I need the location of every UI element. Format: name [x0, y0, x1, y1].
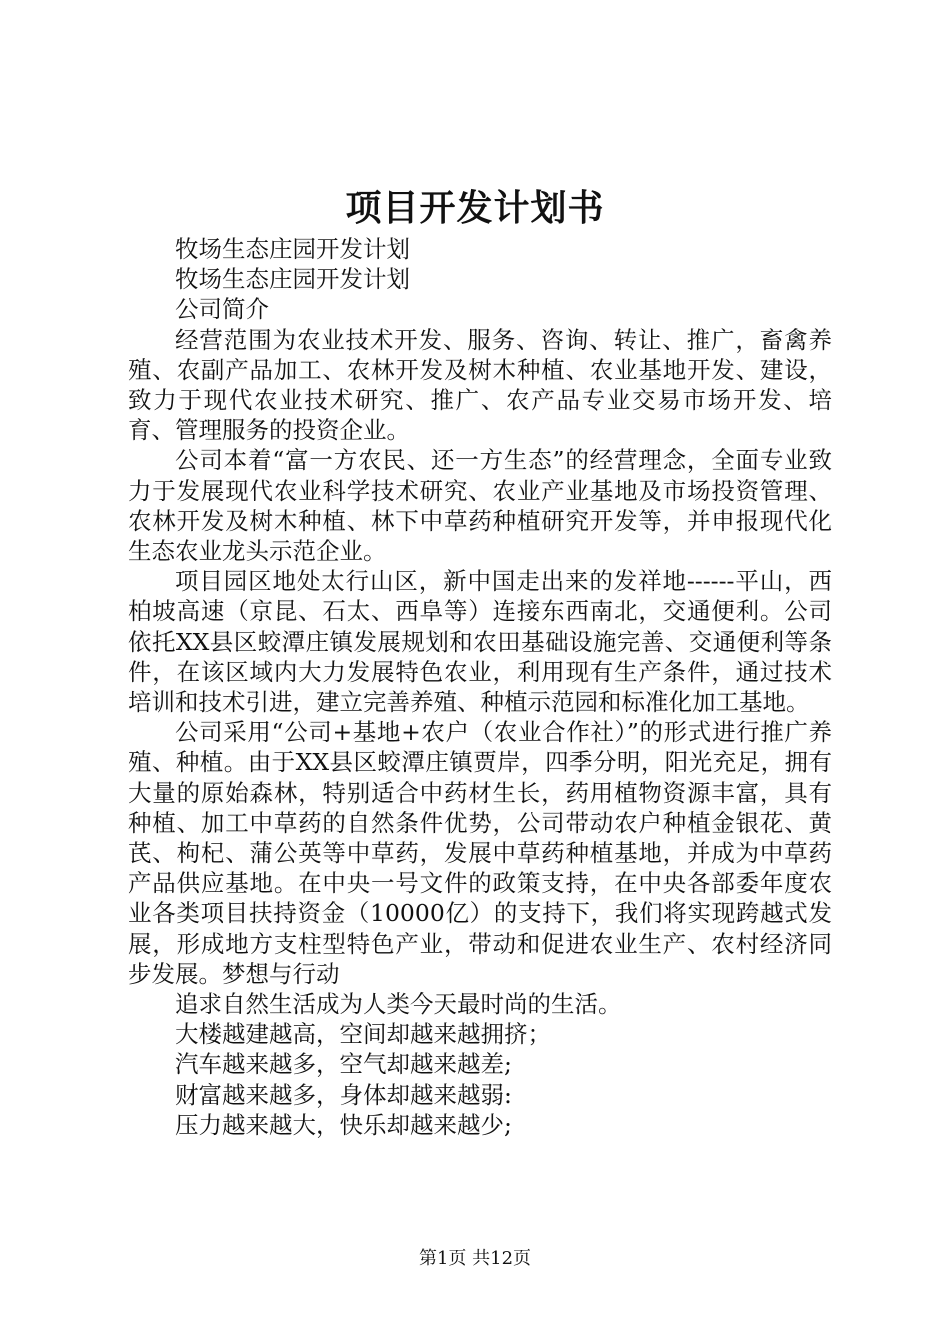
- paragraph-subtitle-1: 牧场生态庄园开发计划: [175, 235, 410, 263]
- paragraph-line: 大楼越建越高，空间却越来越拥挤；: [175, 1020, 551, 1049]
- paragraph-section-heading: 公司简介: [175, 295, 269, 324]
- paragraph-model: 公司采用“公司+基地+农户（农业合作社）”的形式进行推广养殖、种植。由于XX县区蛟潭庄镇贾岸，四季分明，阳光充足，拥有大量的原始森林，特别适合中药材生长，药用植物资源丰富，具有种植、加工中草药的自然条件优势，公司带动农户种植金银花、黄芪、枸杞、蒲公英等中草药，发展中草药种植基地，并成为中草药产品供应基地。在中央一号文件的政策支持，在中央各部委年度农业各类项目扶持资金（10000亿）的支持下，我们将实现跨越式发展，形成地方支柱型特色产业，带动和促进农业生产、农村经济同步发展。梦想与行动: [128, 718, 832, 988]
- paragraph-business-scope: 经营范围为农业技术开发、服务、咨询、转让、推广，畜禽养殖、农副产品加工、农林开发及树木种植、农业基地开发、建设，致力于现代农业技术研究、推广、农产品专业交易市场开发、培育、管理服务的投资企业。: [128, 325, 832, 445]
- paragraph-location: 项目园区地处太行山区，新中国走出来的发祥地------平山，西柏坡高速（京昆、石太、西阜等）连接东西南北，交通便利。公司依托XX县区蛟潭庄镇发展规划和农田基础设施完善、交通便利等条件，在该区域内大力发展特色农业，利用现有生产条件，通过技术培训和技术引进，建立完善养殖、种植示范园和标准化加工基地。: [128, 567, 832, 717]
- document-body: [128, 234, 832, 1140]
- paragraph-line: 追求自然生活成为人类今天最时尚的生活。: [175, 990, 622, 1019]
- document-title: 项目开发计划书: [345, 187, 605, 229]
- page-footer: 第1页 共12页: [418, 1248, 532, 1269]
- paragraph-subtitle-2: 牧场生态庄园开发计划: [175, 265, 410, 294]
- paragraph-line: 汽车越来越多，空气却越来越差;: [175, 1050, 512, 1079]
- paragraph-line: 财富越来越多，身体却越来越弱:: [175, 1080, 512, 1109]
- paragraph-philosophy: 公司本着“富一方农民、还一方生态”的经营理念，全面专业致力于发展现代农业科学技术研究、农业产业基地及市场投资管理、农林开发及树木种植、林下中草药种植研究开发等，并申报现代化生态农业龙头示范企业。: [128, 446, 832, 566]
- paragraph-line: 压力越来越大，快乐却越来越少;: [175, 1110, 512, 1139]
